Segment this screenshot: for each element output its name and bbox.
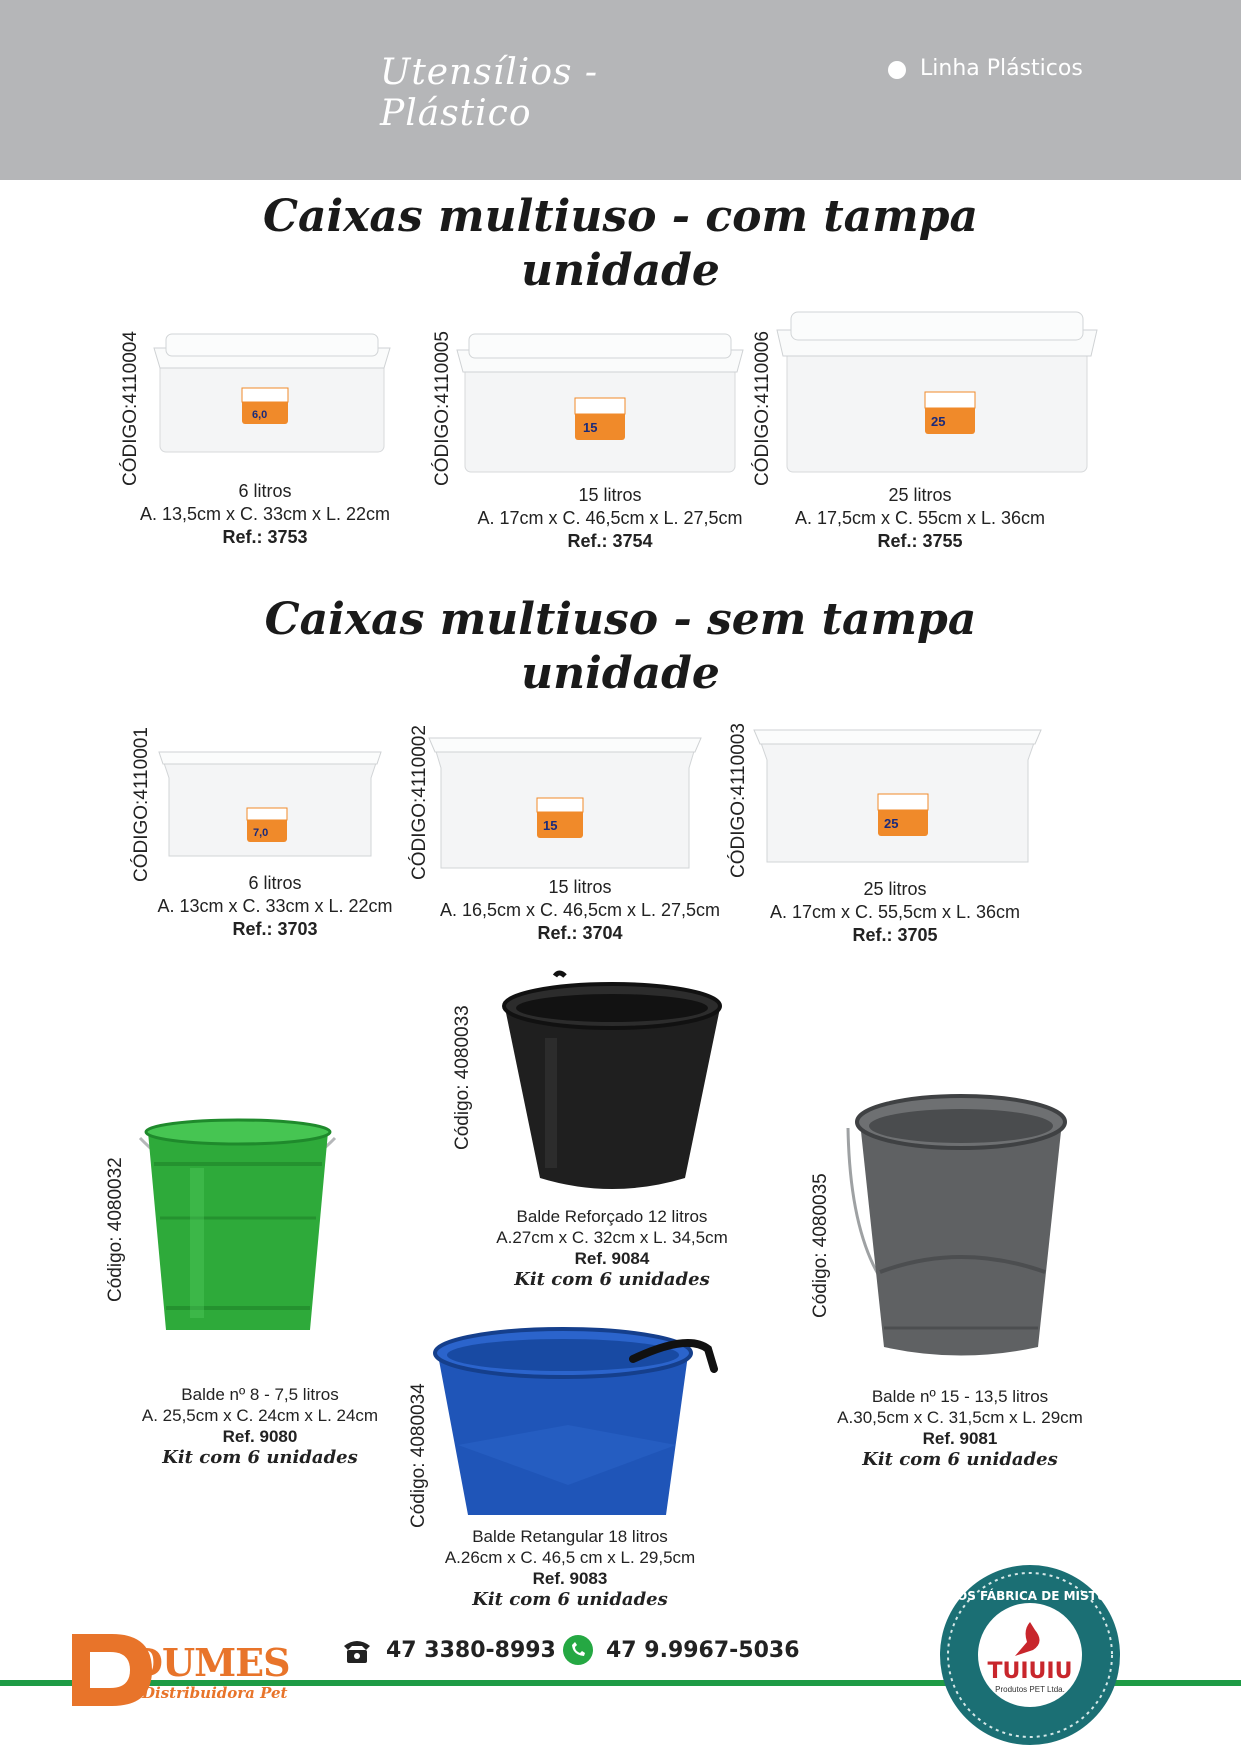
product-code: Código: 4080034 bbox=[408, 1383, 429, 1528]
product-caption bbox=[100, 1384, 420, 1468]
product-dimensions: A. 13cm x C. 33cm x L. 22cm bbox=[157, 896, 393, 916]
svg-text:6,0: 6,0 bbox=[252, 409, 268, 421]
product-code: Código: 4080032 bbox=[105, 1157, 126, 1302]
product-ref: Ref. 9081 bbox=[922, 1429, 998, 1448]
product-code: CÓDIGO:4110005 bbox=[432, 331, 453, 486]
kit-note: Kit com 6 unidades bbox=[162, 1447, 358, 1468]
black-bucket-image bbox=[495, 968, 730, 1203]
product-caption bbox=[110, 480, 420, 549]
product-dimensions: A. 17,5cm x C. 55cm x L. 36cm bbox=[794, 508, 1046, 528]
product-dimensions: A. 25,5cm x C. 24cm x L. 24cm bbox=[141, 1406, 379, 1425]
product-dimensions: A.27cm x C. 32cm x L. 34,5cm bbox=[496, 1228, 728, 1247]
product-code: CÓDIGO:4110006 bbox=[752, 331, 773, 486]
storage-box-image bbox=[425, 726, 705, 874]
bullet-icon bbox=[888, 61, 906, 79]
section-title-without-lid bbox=[0, 593, 1241, 701]
svg-text:25: 25 bbox=[931, 414, 946, 429]
storage-box-image bbox=[152, 328, 392, 456]
tuiuiu-seal bbox=[935, 1560, 1125, 1755]
product-dimensions: A.26cm x C. 46,5 cm x L. 29,5cm bbox=[444, 1548, 696, 1567]
phone-icon bbox=[340, 1636, 374, 1671]
product-caption bbox=[450, 484, 770, 553]
section-title-line: Caixas multiuso - com tampa bbox=[262, 191, 979, 242]
product-name: 15 litros bbox=[548, 877, 612, 897]
product-caption bbox=[800, 1386, 1120, 1470]
product-ref: Ref. 9083 bbox=[532, 1569, 608, 1588]
product-line-label: Linha Plásticos bbox=[920, 56, 1083, 81]
product-name: Balde Reforçado 12 litros bbox=[516, 1207, 708, 1226]
product-name: 15 litros bbox=[578, 485, 642, 505]
product-name: Balde nº 8 - 7,5 litros bbox=[181, 1385, 339, 1404]
page-title: Utensílios - Plástico bbox=[380, 52, 599, 134]
product-caption bbox=[120, 872, 430, 941]
storage-box-image bbox=[750, 718, 1045, 868]
product-name: 6 litros bbox=[238, 481, 292, 501]
product-ref: Ref. 9080 bbox=[222, 1427, 298, 1446]
dumes-logo bbox=[64, 1612, 294, 1712]
product-caption bbox=[775, 484, 1065, 553]
product-ref: Ref.: 3704 bbox=[537, 923, 623, 943]
product-ref: Ref.: 3753 bbox=[222, 527, 308, 547]
section-title-line: unidade bbox=[521, 648, 720, 699]
product-code: CÓDIGO:4110004 bbox=[120, 331, 141, 486]
kit-note: Kit com 6 unidades bbox=[472, 1589, 668, 1610]
section-title-line: unidade bbox=[521, 245, 720, 296]
product-name: 25 litros bbox=[888, 485, 952, 505]
product-ref: Ref.: 3755 bbox=[877, 531, 963, 551]
section-title-with-lid bbox=[0, 190, 1241, 298]
product-code: Código: 4080033 bbox=[452, 1005, 473, 1150]
product-caption bbox=[462, 1206, 762, 1290]
gray-bucket-image bbox=[840, 1092, 1080, 1367]
product-caption bbox=[415, 876, 745, 945]
product-code: Código: 4080035 bbox=[810, 1173, 831, 1318]
blue-bucket-image bbox=[428, 1325, 723, 1528]
product-code: CÓDIGO:4110001 bbox=[131, 727, 152, 882]
svg-text:TUIUIU: TUIUIU bbox=[987, 1659, 1073, 1684]
section-title-line: Caixas multiuso - sem tampa bbox=[264, 594, 977, 645]
product-name: 6 litros bbox=[248, 873, 302, 893]
product-ref: Ref.: 3754 bbox=[567, 531, 653, 551]
svg-text:7,0: 7,0 bbox=[253, 827, 269, 839]
green-bucket-image bbox=[130, 1108, 345, 1343]
logo-text: DUMES bbox=[130, 1640, 290, 1685]
product-dimensions: A. 17cm x C. 55,5cm x L. 36cm bbox=[769, 902, 1021, 922]
whatsapp-number[interactable]: 47 9.9967-5036 bbox=[606, 1638, 800, 1663]
phone-number[interactable]: 47 3380-8993 bbox=[386, 1638, 556, 1663]
product-dimensions: A. 17cm x C. 46,5cm x L. 27,5cm bbox=[477, 508, 743, 528]
product-ref: Ref. 9084 bbox=[574, 1249, 650, 1268]
product-name: 25 litros bbox=[863, 879, 927, 899]
svg-text:Produtos PET Ltda.: Produtos PET Ltda. bbox=[995, 1685, 1065, 1694]
storage-box-image bbox=[155, 742, 385, 862]
storage-box-image bbox=[775, 306, 1100, 478]
svg-text:15: 15 bbox=[543, 818, 558, 833]
product-ref: Ref.: 3705 bbox=[852, 925, 938, 945]
product-dimensions: A. 16,5cm x C. 46,5cm x L. 27,5cm bbox=[439, 900, 721, 920]
product-caption bbox=[420, 1526, 720, 1610]
kit-note: Kit com 6 unidades bbox=[514, 1269, 710, 1290]
svg-text:25: 25 bbox=[884, 816, 899, 831]
svg-text:15: 15 bbox=[583, 420, 598, 435]
product-caption bbox=[750, 878, 1040, 947]
product-dimensions: A.30,5cm x C. 31,5cm x L. 29cm bbox=[837, 1408, 1083, 1427]
product-name: Balde nº 15 - 13,5 litros bbox=[871, 1387, 1049, 1406]
svg-text:SOMOS FÁBRICA DE MISTURAS: SOMOS FÁBRICA DE MISTURAS bbox=[935, 1589, 1125, 1603]
product-ref: Ref.: 3703 bbox=[232, 919, 318, 939]
whatsapp-icon bbox=[562, 1634, 594, 1671]
kit-note: Kit com 6 unidades bbox=[862, 1449, 1058, 1470]
product-dimensions: A. 13,5cm x C. 33cm x L. 22cm bbox=[139, 504, 391, 524]
product-code: CÓDIGO:4110002 bbox=[409, 725, 430, 880]
product-name: Balde Retangular 18 litros bbox=[472, 1527, 668, 1546]
product-code: CÓDIGO:4110003 bbox=[728, 723, 749, 878]
logo-subtext: Distribuidora Pet bbox=[142, 1684, 288, 1702]
storage-box-image bbox=[455, 328, 745, 478]
